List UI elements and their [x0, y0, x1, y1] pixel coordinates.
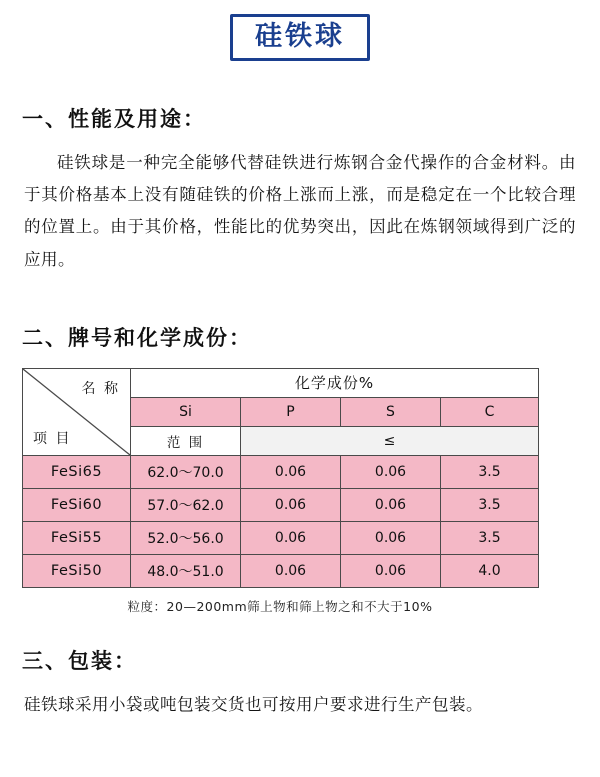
page-title: 硅铁球 — [255, 21, 345, 52]
spec-table — [22, 368, 539, 588]
table-cell-p: 0.06 — [241, 488, 341, 521]
corner-label-name: 名 称 — [81, 380, 120, 397]
table-cell-s: 0.06 — [341, 455, 441, 488]
corner-label-item: 项 目 — [33, 430, 72, 447]
table-note: 粒度：20—200mm筛上物和筛上物之和不大于10% — [127, 598, 433, 614]
table-cell-si: 52.0～56.0 — [131, 521, 241, 554]
table-cell-grade: FeSi50 — [23, 554, 131, 587]
table-cell-s: 0.06 — [341, 488, 441, 521]
table-cell-c: 3.5 — [441, 488, 539, 521]
table-header-limit: ≤ — [241, 426, 539, 455]
table-cell-grade: FeSi55 — [23, 521, 131, 554]
table-row — [23, 488, 539, 521]
table-cell-grade: FeSi60 — [23, 488, 131, 521]
table-cell-s: 0.06 — [341, 521, 441, 554]
table-cell-si: 62.0～70.0 — [131, 455, 241, 488]
spec-table-wrapper — [22, 368, 538, 615]
table-corner-cell — [23, 368, 131, 455]
title-box — [230, 14, 370, 61]
table-header-range: 范 围 — [131, 426, 241, 455]
table-header-s: S — [341, 397, 441, 426]
document-page — [0, 14, 600, 777]
section-heading-grades: 二、牌号和化学成份： — [22, 325, 252, 350]
table-row — [23, 455, 539, 488]
table-header-row-1 — [23, 368, 539, 397]
table-cell-s: 0.06 — [341, 554, 441, 587]
table-row — [23, 521, 539, 554]
table-header-c: C — [441, 397, 539, 426]
table-cell-c: 4.0 — [441, 554, 539, 587]
table-cell-si: 57.0～62.0 — [131, 488, 241, 521]
table-cell-c: 3.5 — [441, 455, 539, 488]
section-paragraph-performance: 硅铁球是一种完全能够代替硅铁进行炼钢合金代操作的合金材料。由于其价格基本上没有随硅铁的价格上涨而上涨，而是稳定在一个比较合理的位置上。由于其价格，性能比的优势突出，因此在炼钢领域得到广泛的应用。 — [24, 153, 576, 269]
table-header-si: Si — [131, 397, 241, 426]
table-cell-p: 0.06 — [241, 554, 341, 587]
section-heading-performance: 一、性能及用途： — [22, 107, 206, 132]
table-group-header: 化学成份% — [131, 368, 539, 397]
table-cell-p: 0.06 — [241, 455, 341, 488]
table-row — [23, 554, 539, 587]
section-paragraph-packaging: 硅铁球采用小袋或吨包装交货也可按用户要求进行生产包装。 — [24, 694, 483, 714]
table-cell-c: 3.5 — [441, 521, 539, 554]
table-cell-p: 0.06 — [241, 521, 341, 554]
table-cell-si: 48.0～51.0 — [131, 554, 241, 587]
section-heading-packaging: 三、包装： — [22, 648, 137, 673]
document-title-banner — [0, 14, 600, 61]
table-header-p: P — [241, 397, 341, 426]
table-cell-grade: FeSi65 — [23, 455, 131, 488]
